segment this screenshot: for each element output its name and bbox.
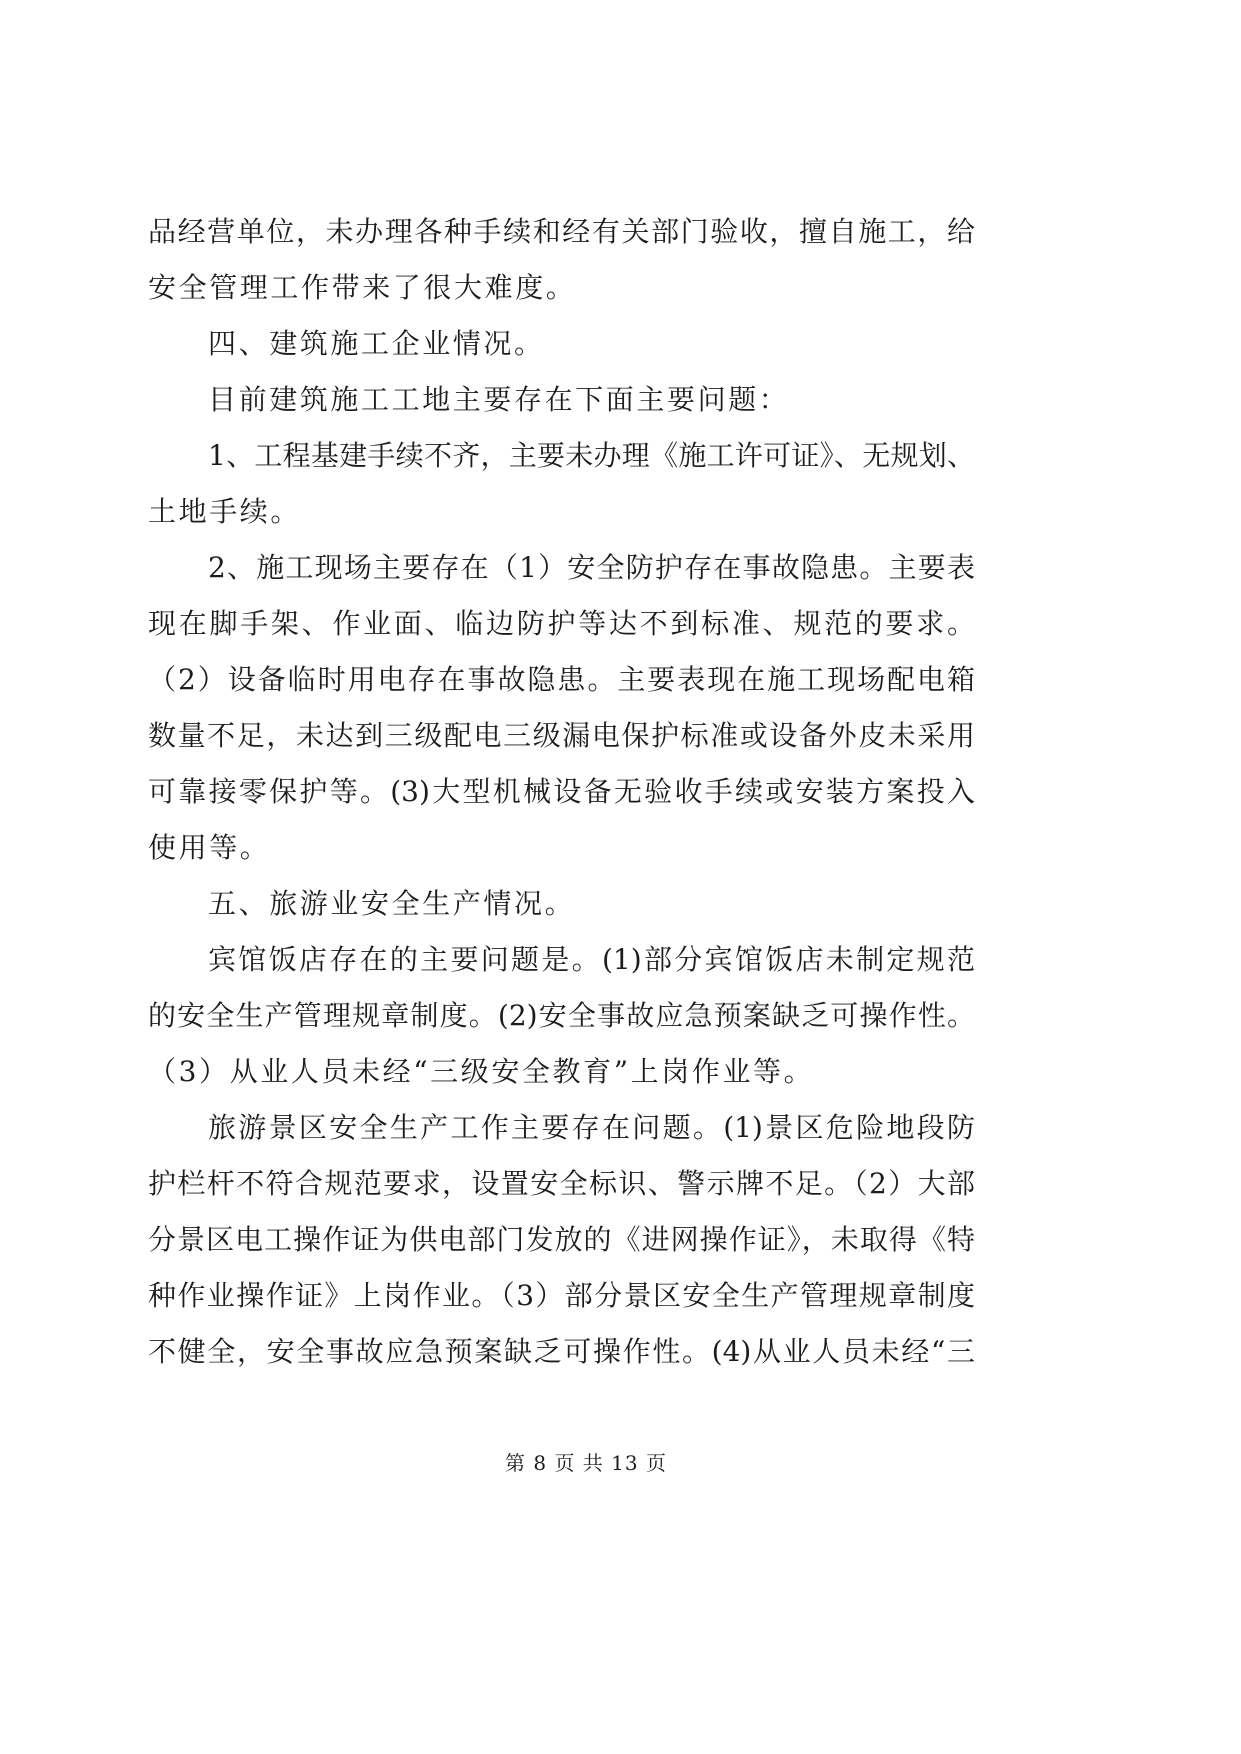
body-text-line: （3）从业人员未经“三级安全教育”上岗作业等。 [148, 1055, 815, 1088]
body-text-line: 品经营单位，未办理各种手续和经有关部门验收，擅自施工，给 [148, 215, 975, 248]
body-text-line: 安全管理工作带来了很大难度。 [148, 271, 577, 304]
body-text-line: 不健全，安全事故应急预案缺乏可操作性。(4)从业人员未经“三 [148, 1335, 975, 1368]
body-text-line: 护栏杆不符合规范要求，设置安全标识、警示牌不足。（2）大部 [148, 1167, 975, 1200]
body-text-line: 旅游景区安全生产工作主要存在问题。(1)景区危险地段防 [208, 1111, 975, 1144]
section-heading: 五、旅游业安全生产情况。 [208, 887, 576, 920]
page-number-footer: 第 8 页 共 13 页 [505, 1451, 667, 1475]
body-text-line: 可靠接零保护等。(3)大型机械设备无验收手续或安装方案投入 [148, 775, 975, 808]
body-text-line: 分景区电工操作证为供电部门发放的《进网操作证》，未取得《特 [148, 1223, 975, 1256]
body-text-line: 1、工程基建手续不齐，主要未办理《施工许可证》、无规划、 [208, 439, 975, 472]
body-text-line: （2）设备临时用电存在事故隐患。主要表现在施工现场配电箱 [148, 663, 975, 696]
body-text-line: 的安全生产管理规章制度。(2)安全事故应急预案缺乏可操作性。 [148, 999, 975, 1032]
body-text-line: 种作业操作证》上岗作业。（3）部分景区安全生产管理规章制度 [148, 1279, 975, 1312]
body-text-line: 数量不足，未达到三级配电三级漏电保护标准或设备外皮未采用 [148, 719, 975, 752]
body-text-line: 土地手续。 [148, 495, 302, 528]
section-heading: 四、建筑施工企业情况。 [208, 327, 545, 360]
body-text-line: 2、施工现场主要存在（1）安全防护存在事故隐患。主要表 [208, 551, 975, 584]
body-text-line: 现在脚手架、作业面、临边防护等达不到标准、规范的要求。 [148, 607, 975, 640]
body-text-line: 目前建筑施工工地主要存在下面主要问题： [208, 383, 790, 416]
body-text-line: 宾馆饭店存在的主要问题是。(1)部分宾馆饭店未制定规范 [208, 943, 975, 976]
body-text-line: 使用等。 [148, 831, 271, 864]
